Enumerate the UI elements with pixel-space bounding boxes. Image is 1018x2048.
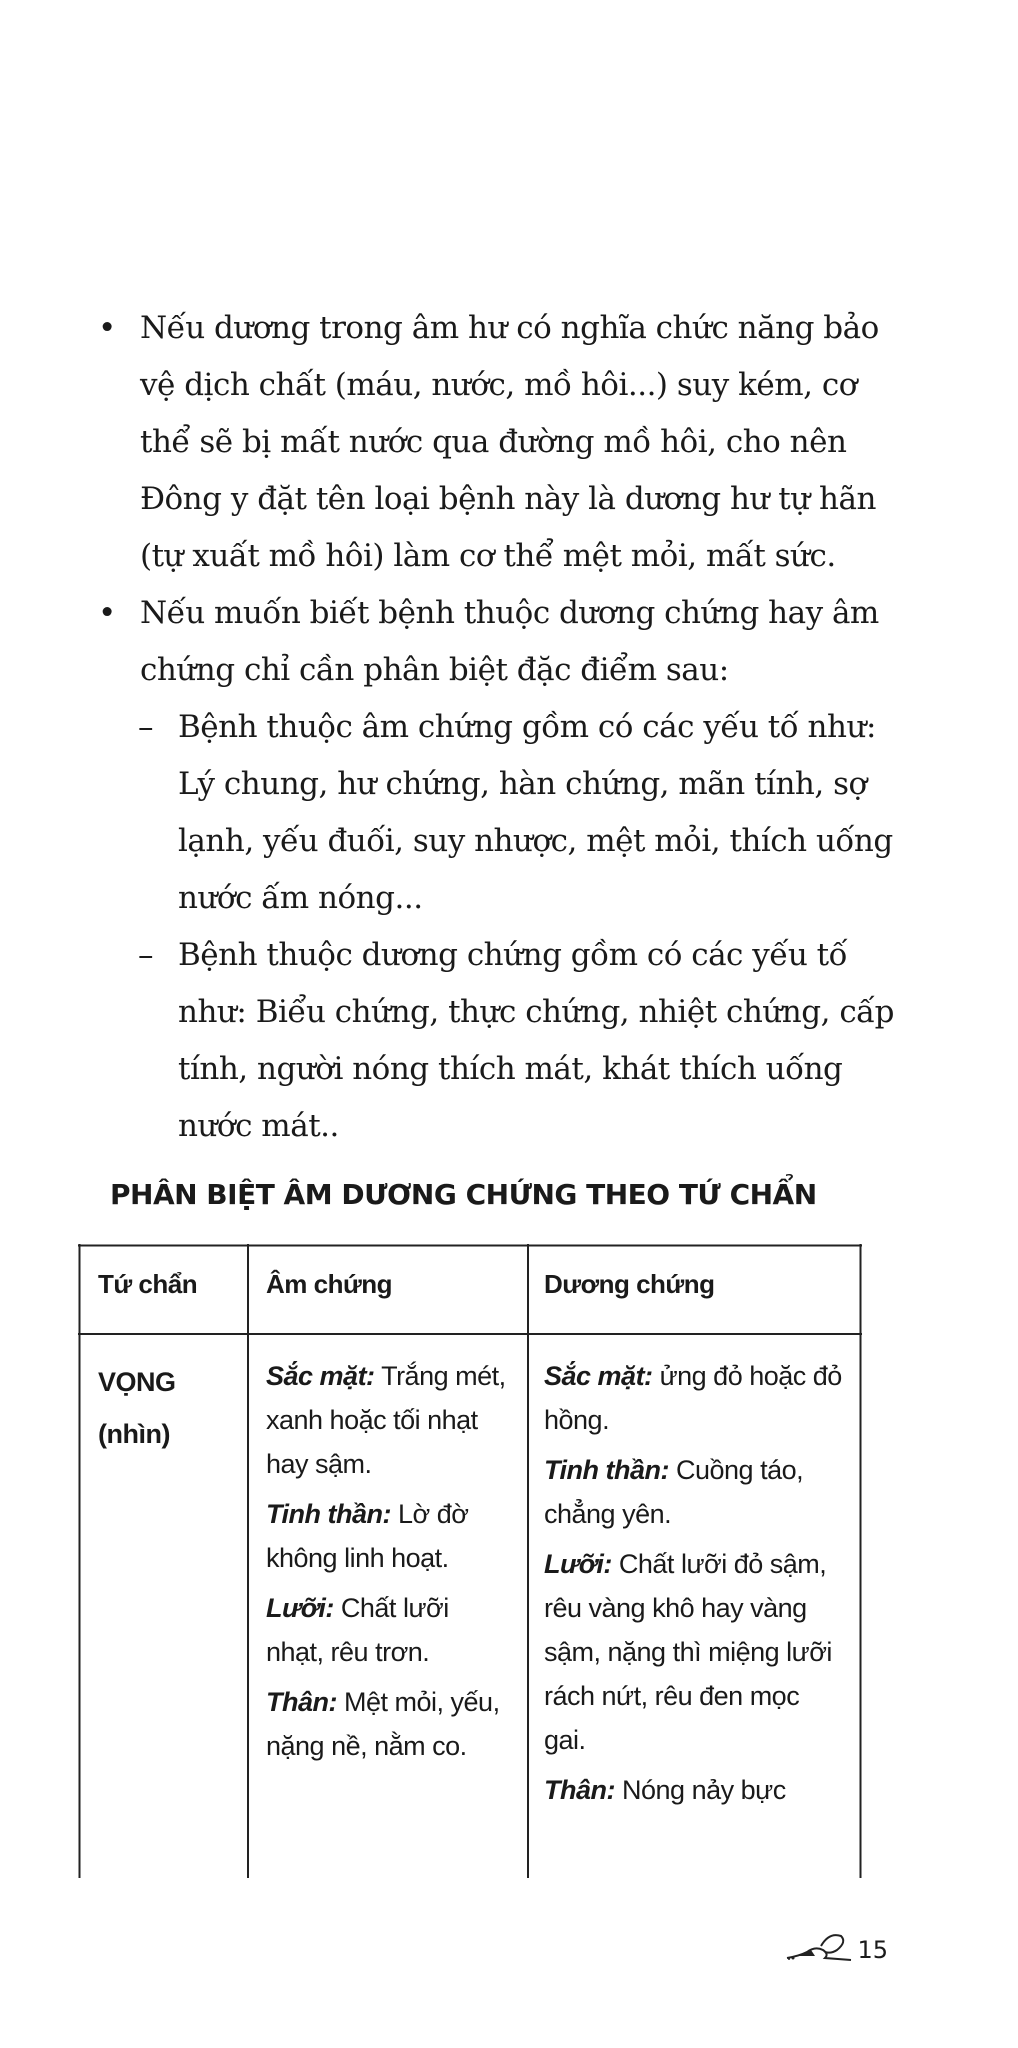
am-chung-cell [266,1354,506,1774]
header-am-chung: Âm chứng [266,1269,393,1299]
header-duong-chung: Dương chứng [544,1269,715,1299]
duong-entry: Sắc mặt: ửng đỏ hoặc đỏ hồng. [544,1361,842,1435]
am-entry: Lưỡi: Chất lưỡi nhạt, rêu trơn. [266,1593,449,1667]
section-title: PHÂN BIỆT ÂM DƯƠNG CHỨNG THEO TỨ CHẨN [110,1178,817,1211]
bullet-dot: • [98,310,116,346]
bullet-text: Nếu dương trong âm hư có nghĩa chức năng bảo vệ dịch chất (máu, nước, mồ hôi...) suy kém, cơ thể sẽ bị mất nước qua đường mồ hôi, cho nên Đông y đặt tên loại bệnh này là dương hư tự hãn (tự xuất mồ hôi) làm cơ thể mệt mỏi, mất sức. [140,310,879,574]
dash-item [96,699,896,927]
row-label-vong [98,1356,176,1460]
row-label-line: VỌNG [98,1367,176,1397]
page-number: 15 [857,1936,888,1964]
bullet-item [96,585,896,699]
duong-chung-cell [544,1354,844,1818]
dash-text: Bệnh thuộc âm chứng gồm có các yếu tố như: Lý chung, hư chứng, hàn chứng, mãn tính, sợ lạnh, yếu đuối, suy nhược, mệt mỏi, thích uống nước ấm nóng... [178,709,893,916]
am-entry: Tinh thần: Lờ đờ không linh hoạt. [266,1499,469,1573]
bullet-text: Nếu muốn biết bệnh thuộc dương chứng hay âm chứng chỉ cần phân biệt đặc điểm sau: [140,595,879,688]
header-tu-chan: Tứ chẩn [98,1269,198,1299]
bullet-dot: • [98,595,116,631]
ornament-icon [785,1928,855,1964]
dash-text: Bệnh thuộc dương chứng gồm có các yếu tố như: Biểu chứng, thực chứng, nhiệt chứng, cấp tính, người nóng thích mát, khát thích uống nước mát.. [178,937,895,1144]
duong-entry: Lưỡi: Chất lưỡi đỏ sậm, rêu vàng khô hay vàng sậm, nặng thì miệng lưỡi rách nứt, rêu đen mọc gai. [544,1549,832,1755]
am-entry: Sắc mặt: Trắng mét, xanh hoặc tối nhạt hay sậm. [266,1361,506,1479]
dash-item [96,927,896,1155]
body-text [96,300,896,1155]
duong-entry: Tinh thần: Cuồng táo, chẳng yên. [544,1455,804,1529]
duong-entry: Thân: Nóng nảy bực [544,1775,786,1805]
dash-mark: – [138,709,153,745]
dash-mark: – [138,937,153,973]
am-entry: Thân: Mệt mỏi, yếu, nặng nề, nằm co. [266,1687,500,1761]
bullet-item [96,300,896,585]
comparison-table [78,1244,862,1878]
row-label-line: (nhìn) [98,1419,170,1449]
page-footer [785,1928,888,1964]
